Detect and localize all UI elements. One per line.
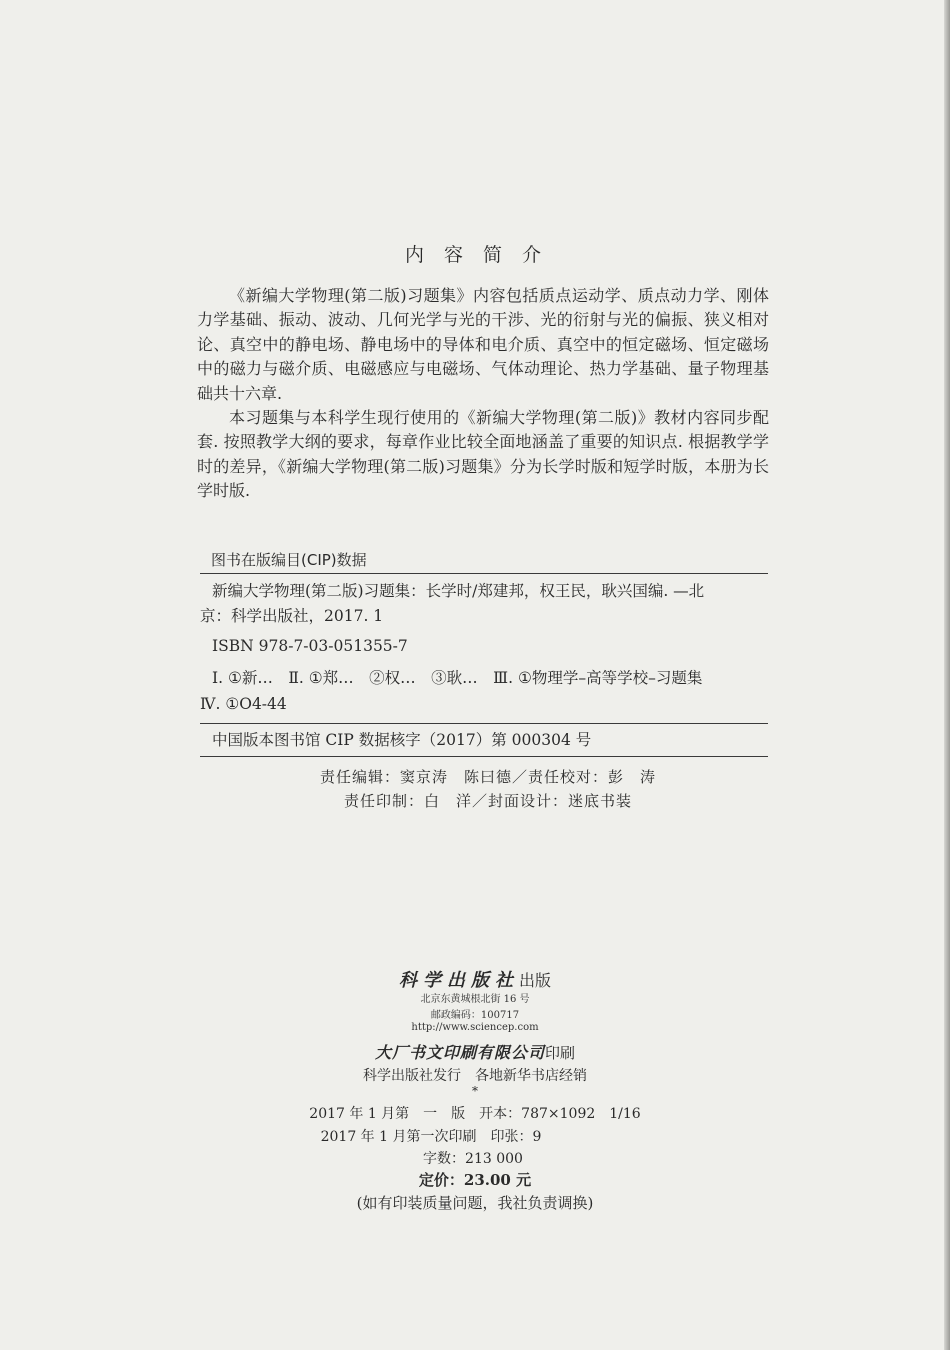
cip-class-line-2: Ⅳ. ①O4-44 xyxy=(200,695,287,713)
printer-name: 大厂书文印刷有限公司 xyxy=(374,1043,545,1062)
publisher-postcode: 邮政编码：100717 xyxy=(430,1010,520,1021)
publisher-line xyxy=(0,966,950,992)
edition-info: 2017 年 1 月第 一 版 开本：787×1092 1/16 xyxy=(309,1106,641,1122)
publisher-name: 科学出版社 xyxy=(398,970,519,991)
intro-title: 内容简介 xyxy=(404,244,561,266)
cip-bib-line-2: 京：科学出版社，2017. 1 xyxy=(200,607,384,625)
publisher-url: http://www.sciencep.com xyxy=(411,1022,539,1033)
cip-middle-rule xyxy=(200,723,768,724)
printer-suffix: 印刷 xyxy=(545,1044,576,1062)
intro-paragraph-2: 本习题集与本科学生现行使用的《新编大学物理(第二版)》教材内容同步配套. 按照教学大纲的要求，每章作业比较全面地涵盖了重要的知识点. 根据教学学时的差异，《新编大学物理(第二版)习题集》分为长学时版和短学时版，本册为长学时版. xyxy=(197,408,769,501)
word-count: 字数：213 000 xyxy=(423,1151,523,1167)
printing-info: 2017 年 1 月第一次印刷 印张：9 xyxy=(320,1129,542,1145)
cip-bib-line-1: 新编大学物理(第二版)习题集：长学时/郑建邦，权王民，耿兴国编. —北 xyxy=(212,582,705,600)
quality-notice: (如有印装质量问题，我社负责调换) xyxy=(356,1194,594,1212)
price: 定价：23.00 元 xyxy=(418,1171,532,1189)
intro-paragraph-1: 《新编大学物理(第二版)习题集》内容包括质点运动学、质点动力学、刚体力学基础、振动、波动、几何光学与光的干涉、光的衍射与光的偏振、狭义相对论、真空中的静电场、静电场中的导体和电介质、真空中的恒定磁场、恒定磁场中的磁力与磁介质、电磁感应与电磁场、气体动理论、热力学基础、量子物理基础共十六章. xyxy=(197,286,769,403)
cip-isbn: ISBN 978-7-03-051355-7 xyxy=(212,637,408,655)
cip-bottom-rule xyxy=(200,756,768,757)
cip-top-rule xyxy=(200,573,768,574)
cip-library-number: 中国版本图书馆 CIP 数据核字（2017）第 000304 号 xyxy=(212,731,592,749)
cip-class-line-1: Ⅰ. ①新… Ⅱ. ①郑… ②权… ③耿… Ⅲ. ①物理学–高等学校–习题集 xyxy=(212,669,703,687)
credits-line-1: 责任编辑：窦京涛 陈曰德／责任校对：彭 涛 xyxy=(319,768,656,786)
credits-line-2: 责任印制：白 洋／封面设计：迷底书装 xyxy=(343,792,632,810)
printer-line xyxy=(0,1040,950,1063)
intro-body xyxy=(197,284,769,504)
cip-title: 图书在版编目(CIP)数据 xyxy=(211,551,367,569)
publisher-address: 北京东黄城根北街 16 号 xyxy=(420,994,530,1005)
distribution: 科学出版社发行 各地新华书店经销 xyxy=(363,1068,587,1084)
separator-star: * xyxy=(472,1084,478,1098)
publisher-name-suffix: 出版 xyxy=(518,971,551,990)
